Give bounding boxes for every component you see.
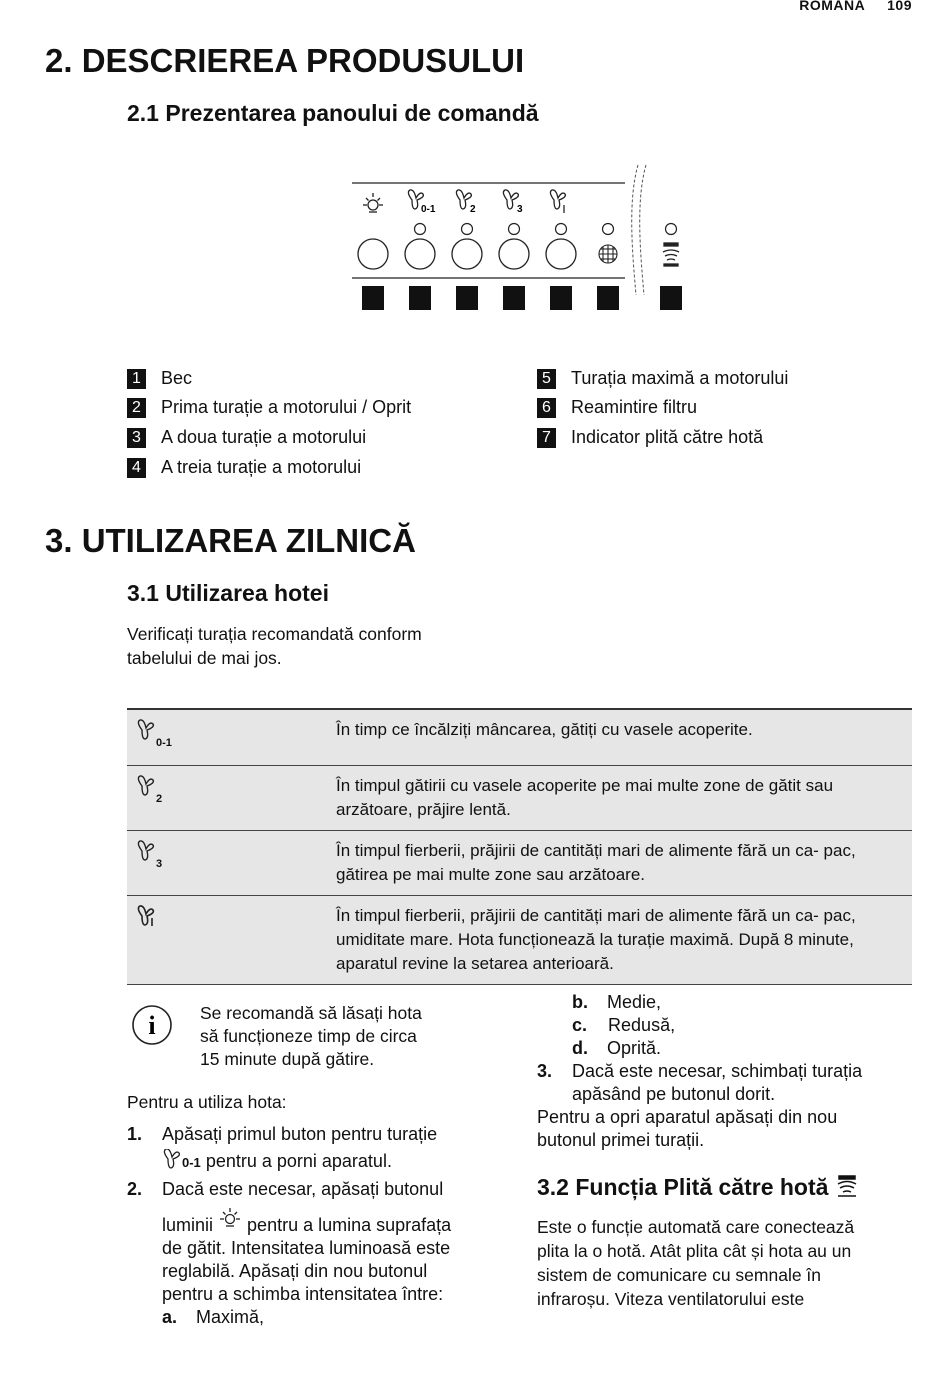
text-line: plita la o hotă. Atât plita cât și hota au un: [537, 1241, 852, 1261]
fan-label: 0-1: [156, 737, 172, 749]
speed-table: [127, 708, 912, 985]
title-text: 3.2 Funcția Plită către hotă: [537, 1174, 829, 1200]
fan-speed-1-icon: [162, 1149, 182, 1173]
text: pentru a porni aparatul.: [205, 1151, 392, 1171]
table-row: [127, 766, 912, 831]
text-line: tabelului de mai jos.: [127, 648, 282, 668]
text-line: butonul primei turații.: [537, 1130, 705, 1150]
text-line: apăsând pe butonul dorit.: [572, 1084, 776, 1104]
filter-grid-icon: [599, 245, 617, 263]
led-filter: [603, 224, 614, 235]
speed-1-button[interactable]: [405, 239, 435, 269]
text-line: pentru a schimba intensitatea între:: [162, 1284, 444, 1304]
text: pentru a lumina suprafața: [247, 1215, 452, 1235]
legend-number: 7: [537, 428, 556, 448]
callout-marker-6: [597, 286, 619, 310]
table-cell-icon: [127, 831, 332, 896]
fan-speed-1-label: 0-1: [421, 204, 436, 215]
legend-number: 1: [127, 369, 146, 389]
info-icon: [131, 1004, 173, 1046]
led-hob-to-hood: [666, 224, 677, 235]
text-line: Este o funcție automată care conectează: [537, 1217, 855, 1237]
table-row: [127, 831, 912, 896]
intro-text: [127, 622, 422, 670]
step-number: 2.: [127, 1179, 143, 1199]
sub-item-letter: a.: [162, 1307, 178, 1327]
legend-number: 5: [537, 369, 556, 389]
table-row: [127, 709, 912, 766]
callout-marker-7: [660, 286, 682, 310]
sub-item-text: Medie,: [607, 992, 662, 1012]
text-line: Dacă este necesar, schimbați turația: [572, 1061, 863, 1081]
use-intro: Pentru a utiliza hota:: [127, 1092, 287, 1112]
legend-text: Prima turație a motorului / Oprit: [161, 397, 412, 417]
text-line: să funcționeze timp de circa: [200, 1026, 417, 1046]
legend-text: A doua turație a motorului: [161, 427, 367, 447]
language-label: ROMANA: [799, 0, 865, 13]
sub-item-letter: d.: [572, 1038, 588, 1058]
legend-number: 4: [127, 458, 146, 478]
sub-item-c: [572, 1014, 917, 1037]
sub-item-letter: b.: [572, 992, 588, 1012]
table-row: [127, 896, 912, 985]
text-line: de gătit. Intensitatea luminoasă este: [162, 1238, 451, 1258]
table-cell-icon: [127, 709, 332, 766]
section-3-title: 3. UTILIZAREA ZILNICĂ: [45, 522, 416, 559]
text-line: Se recomandă să lăsați hota: [200, 1003, 422, 1023]
table-cell-icon: [127, 766, 332, 831]
legend-number: 2: [127, 398, 146, 418]
bulb-icon: [363, 193, 383, 212]
speed-2-button[interactable]: [452, 239, 482, 269]
led-speed-1: [415, 224, 426, 235]
text-line: Pentru a opri aparatul apăsați din nou: [537, 1107, 838, 1127]
text-line: infraroșu. Viteza ventilatorului este: [537, 1289, 805, 1309]
function-description: [537, 1215, 854, 1311]
text-line-with-icon: [162, 1149, 507, 1174]
legend-item: [537, 425, 763, 449]
step-3: [537, 1060, 917, 1106]
info-note: [200, 1002, 422, 1071]
sub-item-a: [162, 1306, 507, 1329]
speed-max-button[interactable]: [546, 239, 576, 269]
text-line-with-icon: [162, 1207, 507, 1237]
legend-item: [127, 366, 192, 390]
legend-text: Indicator plită către hotă: [571, 427, 764, 447]
table-cell-icon: [127, 896, 332, 985]
legend-item: [537, 366, 788, 390]
control-panel-diagram: [340, 160, 700, 315]
sub-item-b: [572, 991, 917, 1014]
legend-text: Turația maximă a motorului: [571, 368, 789, 388]
legend-number: 3: [127, 428, 146, 448]
callout-marker-4: [503, 286, 525, 310]
led-speed-max: [556, 224, 567, 235]
legend-item: [537, 395, 697, 419]
legend-item: [127, 455, 361, 479]
fan-label: 3: [156, 858, 163, 870]
light-button[interactable]: [358, 239, 388, 269]
fan-max-icon: [133, 904, 178, 934]
table-cell-text: În timpul gătirii cu vasele acoperite pe mai multe zone de gătit sau arzătoare, prăjire lentă.: [332, 766, 912, 831]
svg-text:i: i: [148, 1011, 156, 1040]
fan-label: 2: [156, 793, 163, 805]
page-number: 109: [887, 0, 912, 13]
bulb-icon: [218, 1207, 242, 1229]
table-cell-text: În timpul fierberii, prăjirii de cantități mari de alimente fără un ca- pac, gătirea pe mai multe zone sau arzătoare.: [332, 831, 912, 896]
sub-item-d: [572, 1037, 917, 1060]
text: luminii: [162, 1215, 214, 1235]
callout-marker-3: [456, 286, 478, 310]
sub-item-text: Oprită.: [607, 1038, 662, 1058]
legend-number: 6: [537, 398, 556, 418]
legend-item: [127, 425, 366, 449]
fan-label: 0-1: [182, 1155, 201, 1170]
fan-max-icon: [550, 190, 565, 213]
fan-speed-3-label: 3: [517, 204, 523, 215]
text-line: Apăsați primul buton pentru turație: [162, 1124, 438, 1144]
text-line: Dacă este necesar, apăsați butonul: [162, 1179, 444, 1199]
table-cell-text: În timpul fierberii, prăjirii de cantități mari de alimente fără un ca- pac, umiditate mare. Hota funcționează la turație maximă. După 8 minute, aparatul revine la setarea anterioară.: [332, 896, 912, 985]
step-number: 1.: [127, 1124, 143, 1144]
callout-marker-1: [362, 286, 384, 310]
callout-marker-5: [550, 286, 572, 310]
hob-to-hood-icon: [663, 243, 679, 266]
legend-item: [127, 395, 411, 419]
led-speed-3: [509, 224, 520, 235]
speed-3-button[interactable]: [499, 239, 529, 269]
sub-item-text: Maximă,: [196, 1307, 265, 1327]
legend-text: A treia turație a motorului: [161, 457, 362, 477]
subsection-3-2-title: [537, 1174, 859, 1201]
sub-item-letter: c.: [572, 1015, 588, 1035]
right-column-list: [537, 991, 917, 1152]
page-header: [781, 0, 912, 13]
fan-speed-2-label: 2: [470, 204, 476, 215]
step-number: 3.: [537, 1061, 553, 1081]
text-line: Verificați turația recomandată conform: [127, 624, 422, 644]
legend-text: Reamintire filtru: [571, 397, 698, 417]
hob-to-hood-icon: [835, 1174, 859, 1198]
legend-text: Bec: [161, 368, 193, 388]
text-line: 15 minute după gătire.: [200, 1049, 375, 1069]
section-2-title: 2. DESCRIEREA PRODUSULUI: [45, 42, 525, 79]
step-1: [127, 1123, 507, 1174]
subsection-3-1-title: 3.1 Utilizarea hotei: [127, 580, 329, 606]
led-speed-2: [462, 224, 473, 235]
text-line: reglabilă. Apăsați din nou butonul: [162, 1261, 428, 1281]
step-2: [127, 1178, 507, 1329]
text-line: sistem de comunicare cu semnale în: [537, 1265, 822, 1285]
sub-item-text: Redusă,: [608, 1015, 676, 1035]
table-cell-text: În timp ce încălziți mâncarea, gătiți cu vasele acoperite.: [332, 709, 912, 766]
subsection-2-1-title: 2.1 Prezentarea panoului de comandă: [127, 100, 539, 126]
callout-marker-2: [409, 286, 431, 310]
